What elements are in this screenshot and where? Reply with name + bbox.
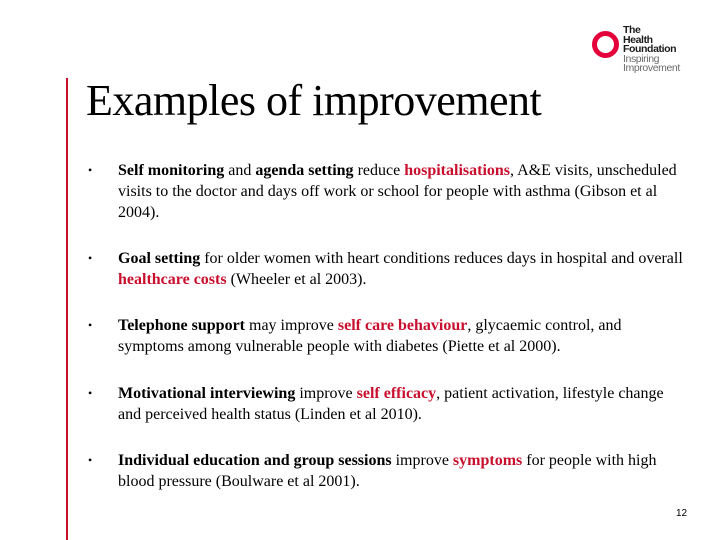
bullet-outcome-highlight: hospitalisations — [404, 162, 511, 179]
bullet-outcome-highlight: self care behaviour — [337, 317, 468, 334]
bullet-list — [88, 160, 688, 492]
bullet-outcome-highlight: symptoms — [452, 452, 523, 469]
bullet-text: may improve — [245, 317, 338, 334]
bullet-glyph: • — [88, 163, 93, 177]
bullet-glyph: • — [88, 251, 93, 265]
bullet-item — [88, 383, 688, 425]
bullet-text: , glycaemic control, and symptoms among vulnerable people with diabetes (Piette et al 2000). — [118, 317, 622, 355]
bullet-keyword: Self monitoring — [118, 162, 225, 179]
health-foundation-logo — [590, 26, 702, 82]
bullet-text: improve — [295, 385, 357, 402]
bullet-keyword: Individual education and group sessions — [118, 452, 392, 469]
bullet-glyph: • — [88, 453, 93, 467]
left-accent-rule — [66, 78, 68, 540]
logo-line-health: Health — [623, 33, 653, 46]
logo-wordmark — [623, 26, 680, 74]
logo-ring-icon — [592, 31, 619, 58]
bullet-text: (Wheeler et al 2003). — [226, 271, 367, 288]
bullet-text: for people with high blood pressure (Boulware et al 2001). — [118, 452, 657, 490]
bullet-outcome-highlight: self efficacy — [356, 385, 437, 402]
bullet-item — [88, 315, 688, 357]
bullet-text: for older women with heart conditions reduces days in hospital and overall — [200, 250, 683, 267]
bullet-text: reduce — [353, 162, 405, 179]
logo-line-foundation: Foundation — [623, 43, 677, 55]
bullet-item — [88, 450, 688, 492]
logo-line-the: The — [623, 24, 641, 36]
slide-title: Examples of improvement — [86, 76, 542, 125]
bullet-keyword: Motivational interviewing — [118, 385, 296, 402]
bullet-text: , patient activation, lifestyle change and perceived health status (Linden et al 2010). — [118, 385, 664, 423]
bullet-text: and — [224, 162, 256, 179]
bullet-keyword: agenda setting — [255, 162, 354, 179]
bullet-glyph: • — [88, 386, 93, 400]
bullet-item — [88, 160, 688, 223]
bullet-keyword: Goal setting — [118, 250, 201, 267]
logo-line-improvement: Improvement — [623, 62, 680, 74]
bullet-keyword: Telephone support — [118, 317, 245, 334]
bullet-glyph: • — [88, 318, 93, 332]
page-number: 12 — [676, 508, 688, 519]
bullet-text: improve — [391, 452, 453, 469]
bullet-item — [88, 248, 688, 290]
logo-line-inspiring: Inspiring — [623, 52, 660, 65]
bullet-outcome-highlight: healthcare costs — [118, 271, 227, 288]
bullet-text: , A&E visits, unscheduled visits to the doctor and days off work or school for people with asthma (Gibson et al 2004). — [118, 162, 677, 221]
